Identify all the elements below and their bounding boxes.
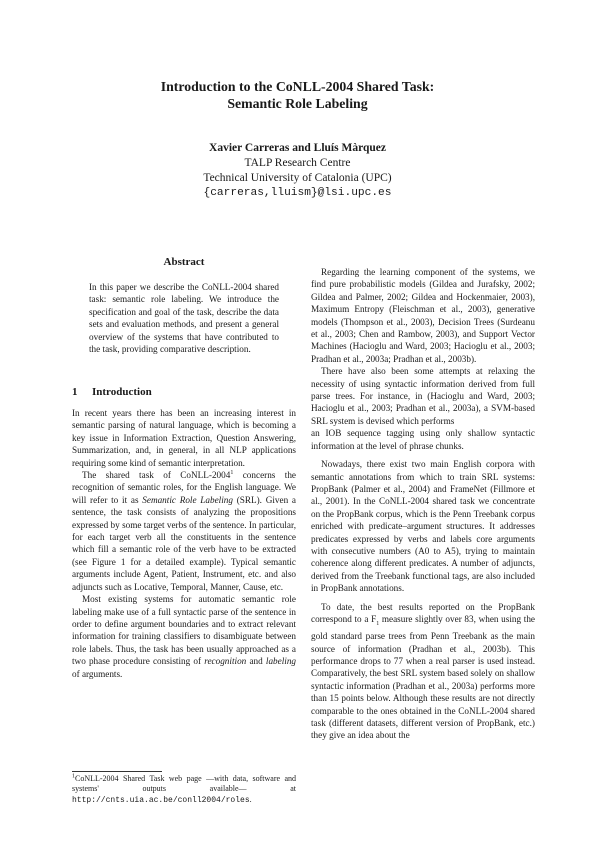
paragraph	[311, 601, 535, 742]
paper-title-line2: Semantic Role Labeling	[227, 95, 368, 111]
paragraph	[72, 593, 296, 680]
section-heading	[72, 386, 152, 398]
paragraph: Regarding the learning component of the systems, we find pure probabilistic models (Gildea and Jurafsky, 2002; Gildea and Palmer, 2002; Gildea and Hockenmaier, 2003), Maximum Entropy (Fleischman et al., 2003), generative models (Thompson et al., 2003), Decision Trees (Surdeanu et al., 2003; Chen and Rambow, 2003), and Support Vector Machines (Hacioglu and Ward, 2003; Hacioglu et al., 2003; Pradhan et al., 2003a; Pradhan et al., 2003b).	[311, 267, 535, 364]
subscript: 1	[376, 620, 380, 627]
paragraph	[72, 469, 296, 593]
footnote-divider	[72, 771, 162, 772]
footnote	[72, 774, 296, 806]
abstract-heading: Abstract	[163, 256, 205, 268]
text-run: measure slightly over 83, when using the gold standard parse trees from Penn Treebank as the main source of information (Pradhan et al., 2003b). This performance drops to 77 when a real parser is used instead. Comparatively, the best SRL system based solely on shallow syntactic information (Pradhan et al., 2003a) performs more than 15 points below. Although these results are not directly comparable to the ones obtained in the CoNLL-2004 shared task (different datasets, different version of PropBank, etc.) they give an idea about the	[311, 613, 535, 741]
footnote-marker: 1	[230, 469, 234, 476]
paragraph: Nowadays, there exist two main English corpora with semantic annotations from which to train SRL systems: PropBank (Palmer et al., 2004) and FrameNet (Fillmore et al., 2001). In the CoNLL-2004 shared task we concentrate on the PropBank corpus, which is the Penn Treebank corpus enriched with predicate–argument structures. It addresses predicates expressed by verbs and labels core arguments with consecutive numbers (A0 to A5), trying to maintain coherence along different predicates. A number of adjuncts, derived from the Treebank functional tags, are also included in PropBank annotations.	[311, 459, 535, 594]
emphasis-text: recognition	[204, 656, 247, 667]
text-run: The shared task of CoNLL-2004	[82, 470, 231, 481]
right-column-body	[311, 266, 535, 742]
text-run: of arguments.	[72, 668, 123, 679]
paper-title-line1: Introduction to the CoNLL-2004 Shared Task:	[160, 79, 435, 94]
footnote-end: .	[249, 794, 252, 804]
paper-title	[0, 79, 595, 112]
text-run: concerns the recognition of semantic roles, for the English language. We will refer to it as	[72, 470, 296, 505]
left-column-body	[72, 407, 296, 680]
emphasis-text: Semantic Role Labeling	[142, 494, 233, 505]
text-run: Most existing systems for automatic semantic role labeling make use of a full syntactic parse of the sentence in order to define argument boundaries and to extract relevant information for training classifiers to disambiguate between role labels. Thus, the task has been usually approached as a two phase procedure consisting of	[72, 594, 296, 667]
text-run: (SRL). Given a sentence, the task consists of analyzing the propositions expressed by some target verbs of the sentence. In particular, for each target verb all the constituents in the sentence which fill a semantic role of the verb have to be extracted (see Figure 1 for a detailed example). Typical semantic arguments include Agent, Patient, Instrument, etc. and also adjuncts such as Locative, Temporal, Manner, Cause, etc.	[72, 494, 297, 592]
footnote-text: CoNLL-2004 Shared Task web page —with data, software and systems' outputs available— at	[72, 774, 296, 794]
affiliation-line1: TALP Research Centre	[244, 157, 351, 169]
paragraph: There have also been some attempts at relaxing the necessity of using syntactic information derived from full parse trees. For instance, in (Hacioglu and Ward, 2003; Hacioglu et al., 2003; Pradhan et al., 2003a), a SVM-based SRL system is devised which performs	[311, 366, 535, 426]
footnote-mark: 1	[72, 773, 75, 780]
footnote-url[interactable]: http://cnts.uia.ac.be/conll2004/roles	[72, 795, 250, 805]
paragraph: an IOB sequence tagging using only shallow syntactic information at the level of phrase chunks.	[311, 428, 535, 451]
text-run: To date, the best results reported on the PropBank correspond to a F	[311, 601, 535, 624]
text-run: and	[246, 656, 266, 667]
author-names: Xavier Carreras and Lluís Màrquez	[209, 142, 386, 154]
author-block	[0, 141, 595, 201]
section-number: 1	[72, 386, 78, 398]
author-email: {carreras,lluism}@lsi.upc.es	[203, 187, 392, 199]
emphasis-text: labeling	[265, 656, 297, 667]
affiliation-line2: Technical University of Catalonia (UPC)	[203, 172, 392, 184]
abstract-text: In this paper we describe the CoNLL-2004 shared task: semantic role labeling. We introduce the specification and goal of the task, describe the data sets and evaluation methods, and present a general overview of the systems that have contributed to the task, providing comparative description.	[89, 282, 279, 355]
section-title: Introduction	[92, 386, 152, 398]
paragraph: In recent years there has been an increasing interest in semantic parsing of natural language, which is becoming a key issue in Information Extraction, Question Answering, Summarization, and, in general, in all NLP applications requiring some kind of semantic interpretation.	[72, 408, 296, 468]
